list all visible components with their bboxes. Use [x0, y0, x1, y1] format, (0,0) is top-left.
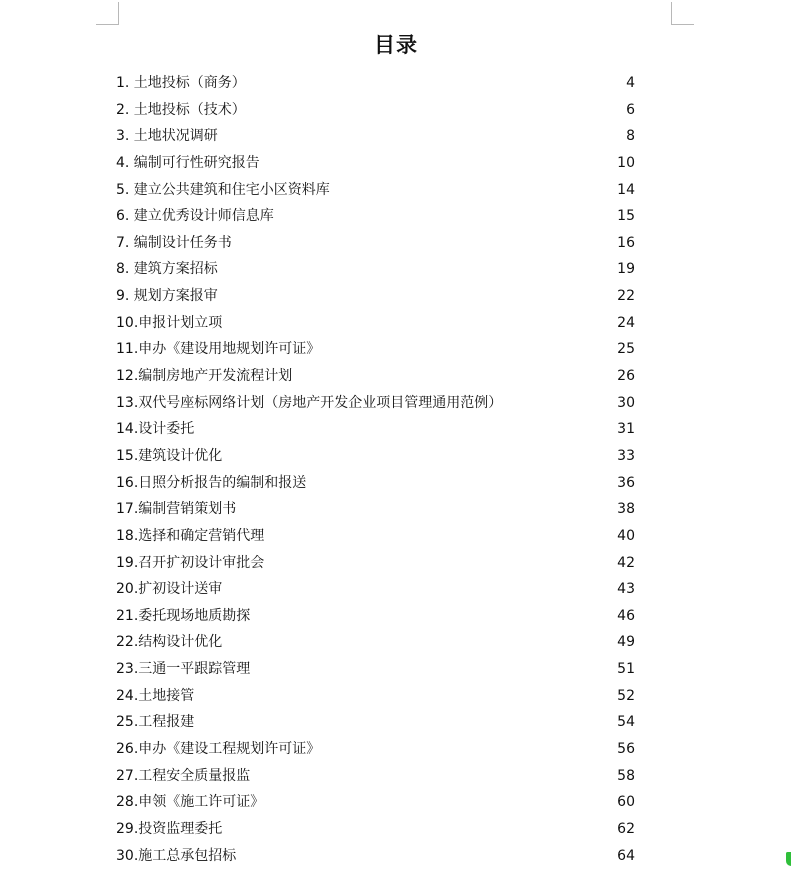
toc-entry-title: 9. 规划方案报审 [116, 288, 218, 305]
toc-entry-title: 26.申办《建设工程规划许可证》 [116, 741, 321, 758]
toc-entry-page-number: 19 [617, 261, 635, 278]
toc-entry[interactable] [116, 736, 636, 763]
toc-entry-page-number: 54 [617, 714, 635, 731]
toc-entry[interactable] [116, 283, 636, 310]
toc-entry-title: 18.选择和确定营销代理 [116, 527, 265, 544]
toc-entry-title: 28.申领《施工许可证》 [116, 794, 265, 811]
toc-entry[interactable] [116, 550, 636, 577]
toc-entry-title: 20.扩初设计送审 [116, 581, 223, 598]
toc-entry-title: 22.结构设计优化 [116, 634, 223, 651]
toc-entry[interactable] [116, 416, 636, 443]
toc-entry-page-number: 42 [617, 554, 635, 571]
toc-entry[interactable] [116, 70, 636, 97]
toc-entry-title: 19.召开扩初设计审批会 [116, 554, 265, 571]
toc-entry[interactable] [116, 576, 636, 603]
toc-entry-page-number: 6 [626, 101, 635, 118]
toc-entry-page-number: 51 [617, 661, 635, 678]
toc-entry-page-number: 15 [617, 208, 635, 225]
corner-marker [786, 852, 791, 866]
toc-entry[interactable] [116, 390, 636, 417]
toc-entry-page-number: 36 [617, 474, 635, 491]
toc-entry[interactable] [116, 603, 636, 630]
toc-entry-page-number: 25 [617, 341, 635, 358]
toc-entry-page-number: 56 [617, 741, 635, 758]
toc-entry-title: 11.申办《建设用地规划许可证》 [116, 341, 321, 358]
toc-entry-page-number: 64 [617, 847, 635, 864]
toc-entry[interactable] [116, 177, 636, 204]
toc-entry-page-number: 46 [617, 607, 635, 624]
table-of-contents [116, 70, 636, 869]
toc-entry[interactable] [116, 683, 636, 710]
toc-entry[interactable] [116, 709, 636, 736]
toc-entry-title: 29.投资监理委托 [116, 820, 223, 837]
toc-entry-page-number: 31 [617, 421, 635, 438]
toc-entry[interactable] [116, 789, 636, 816]
toc-entry-page-number: 16 [617, 234, 635, 251]
toc-entry-title: 13.双代号座标网络计划（房地产开发企业项目管理通用范例） [116, 394, 503, 411]
toc-entry-page-number: 14 [617, 181, 635, 198]
toc-entry[interactable] [116, 523, 636, 550]
toc-entry-page-number: 8 [626, 128, 635, 145]
toc-entry-title: 6. 建立优秀设计师信息库 [116, 208, 274, 225]
toc-entry[interactable] [116, 629, 636, 656]
toc-entry-page-number: 40 [617, 527, 635, 544]
toc-entry[interactable] [116, 443, 636, 470]
toc-entry-title: 14.设计委托 [116, 421, 195, 438]
page-title: 目录 [374, 33, 418, 57]
toc-entry-title: 10.申报计划立项 [116, 314, 223, 331]
toc-entry-page-number: 4 [626, 75, 635, 91]
toc-entry-title: 2. 土地投标（技术） [116, 101, 246, 118]
toc-entry[interactable] [116, 496, 636, 523]
toc-entry[interactable] [116, 656, 636, 683]
toc-entry-page-number: 10 [617, 154, 635, 171]
toc-entry-page-number: 38 [617, 501, 635, 518]
toc-entry-page-number: 43 [617, 581, 635, 598]
toc-entry-title: 21.委托现场地质勘探 [116, 607, 251, 624]
toc-entry-page-number: 26 [617, 368, 635, 385]
toc-entry-page-number: 62 [617, 820, 635, 837]
toc-entry-title: 25.工程报建 [116, 714, 195, 731]
toc-entry[interactable] [116, 363, 636, 390]
toc-entry-title: 4. 编制可行性研究报告 [116, 154, 260, 171]
toc-entry[interactable] [116, 123, 636, 150]
toc-entry-title: 12.编制房地产开发流程计划 [116, 368, 293, 385]
toc-entry[interactable] [116, 816, 636, 843]
crop-mark-top-right [671, 2, 694, 25]
toc-entry[interactable] [116, 763, 636, 790]
toc-entry-page-number: 24 [617, 314, 635, 331]
toc-entry-page-number: 60 [617, 794, 635, 811]
toc-entry-page-number: 58 [617, 767, 635, 784]
toc-entry-title: 3. 土地状况调研 [116, 128, 218, 145]
toc-entry-title: 17.编制营销策划书 [116, 501, 237, 518]
toc-entry-page-number: 30 [617, 394, 635, 411]
toc-entry-title: 5. 建立公共建筑和住宅小区资料库 [116, 181, 330, 198]
crop-mark-top-left [96, 2, 119, 25]
toc-entry-title: 7. 编制设计任务书 [116, 234, 232, 251]
toc-entry-page-number: 22 [617, 288, 635, 305]
toc-entry-title: 27.工程安全质量报监 [116, 767, 251, 784]
toc-entry-title: 15.建筑设计优化 [116, 447, 223, 464]
toc-entry-title: 1. 土地投标（商务） [116, 75, 246, 91]
toc-entry-page-number: 49 [617, 634, 635, 651]
toc-entry-title: 24.土地接管 [116, 687, 195, 704]
toc-entry[interactable] [116, 150, 636, 177]
toc-entry[interactable] [116, 470, 636, 497]
toc-entry-page-number: 52 [617, 687, 635, 704]
toc-entry[interactable] [116, 256, 636, 283]
toc-entry-page-number: 33 [617, 447, 635, 464]
toc-entry-title: 8. 建筑方案招标 [116, 261, 218, 278]
toc-entry-title: 30.施工总承包招标 [116, 847, 237, 864]
toc-entry[interactable] [116, 97, 636, 124]
toc-entry[interactable] [116, 336, 636, 363]
toc-entry[interactable] [116, 230, 636, 257]
toc-entry[interactable] [116, 843, 636, 870]
toc-entry-title: 23.三通一平跟踪管理 [116, 661, 251, 678]
toc-entry[interactable] [116, 310, 636, 337]
toc-entry[interactable] [116, 203, 636, 230]
toc-entry-title: 16.日照分析报告的编制和报送 [116, 474, 307, 491]
